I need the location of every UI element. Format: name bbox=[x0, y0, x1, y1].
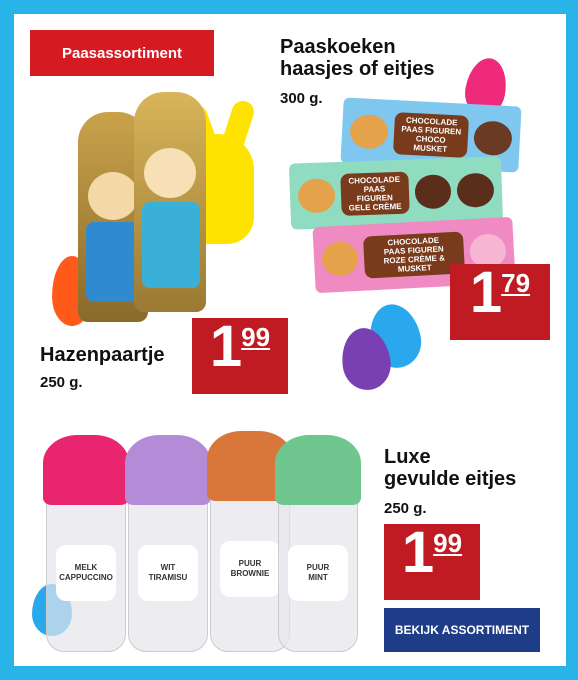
product-title-line: gevulde eitjes bbox=[384, 468, 517, 490]
promo-card bbox=[14, 14, 566, 666]
view-assortment-button-label: BEKIJK ASSORTIMENT bbox=[394, 623, 530, 637]
price-tag bbox=[384, 520, 480, 600]
price-cents: 99 bbox=[433, 528, 463, 558]
egg-bag: PUUR BROWNIE bbox=[210, 490, 290, 652]
product-weight: 250 g. bbox=[384, 500, 427, 517]
chocolate-egg-bags-image bbox=[40, 424, 360, 656]
egg-bag: WIT TIRAMISU bbox=[128, 494, 208, 652]
product-title-hazenpaartje bbox=[40, 344, 165, 366]
view-assortment-button[interactable] bbox=[384, 608, 540, 652]
assortment-tag-label: Paasassortiment bbox=[61, 44, 183, 62]
product-title-line: Hazenpaartje bbox=[40, 344, 165, 366]
egg-bag: MELK CAPPUCCINO bbox=[46, 494, 126, 652]
price-tag bbox=[450, 260, 550, 340]
product-title-line: Paaskoeken bbox=[280, 36, 396, 58]
pack-label: CHOCOLADE PAAS FIGUREN ROZE CRÈME & MUSKET bbox=[362, 231, 465, 278]
price-main: 1 bbox=[469, 260, 500, 325]
yellow-ear-right bbox=[217, 98, 256, 162]
assortment-tag bbox=[30, 30, 214, 76]
price-cents: 99 bbox=[241, 322, 271, 352]
price-tag bbox=[192, 314, 288, 394]
product-title-line: haasjes of eitjes bbox=[280, 58, 435, 80]
price-main: 1 bbox=[401, 520, 432, 585]
pack-label: CHOCOLADE PAAS FIGUREN GELE CRÈME bbox=[340, 172, 409, 216]
product-weight: 300 g. bbox=[280, 90, 323, 107]
product-title-paaskoeken bbox=[280, 36, 435, 80]
chocolate-bunnies-image bbox=[78, 92, 208, 328]
product-title-line: Luxe bbox=[384, 446, 431, 468]
price-cents: 79 bbox=[501, 268, 531, 298]
product-weight: 250 g. bbox=[40, 374, 83, 391]
pack-label: CHOCOLADE PAAS FIGUREN CHOCO MUSKET bbox=[392, 112, 469, 158]
product-title-luxe-eitjes bbox=[384, 446, 516, 490]
price-main: 1 bbox=[209, 314, 240, 379]
bunny-right bbox=[134, 92, 206, 312]
egg-bag: PUUR MINT bbox=[278, 494, 358, 652]
